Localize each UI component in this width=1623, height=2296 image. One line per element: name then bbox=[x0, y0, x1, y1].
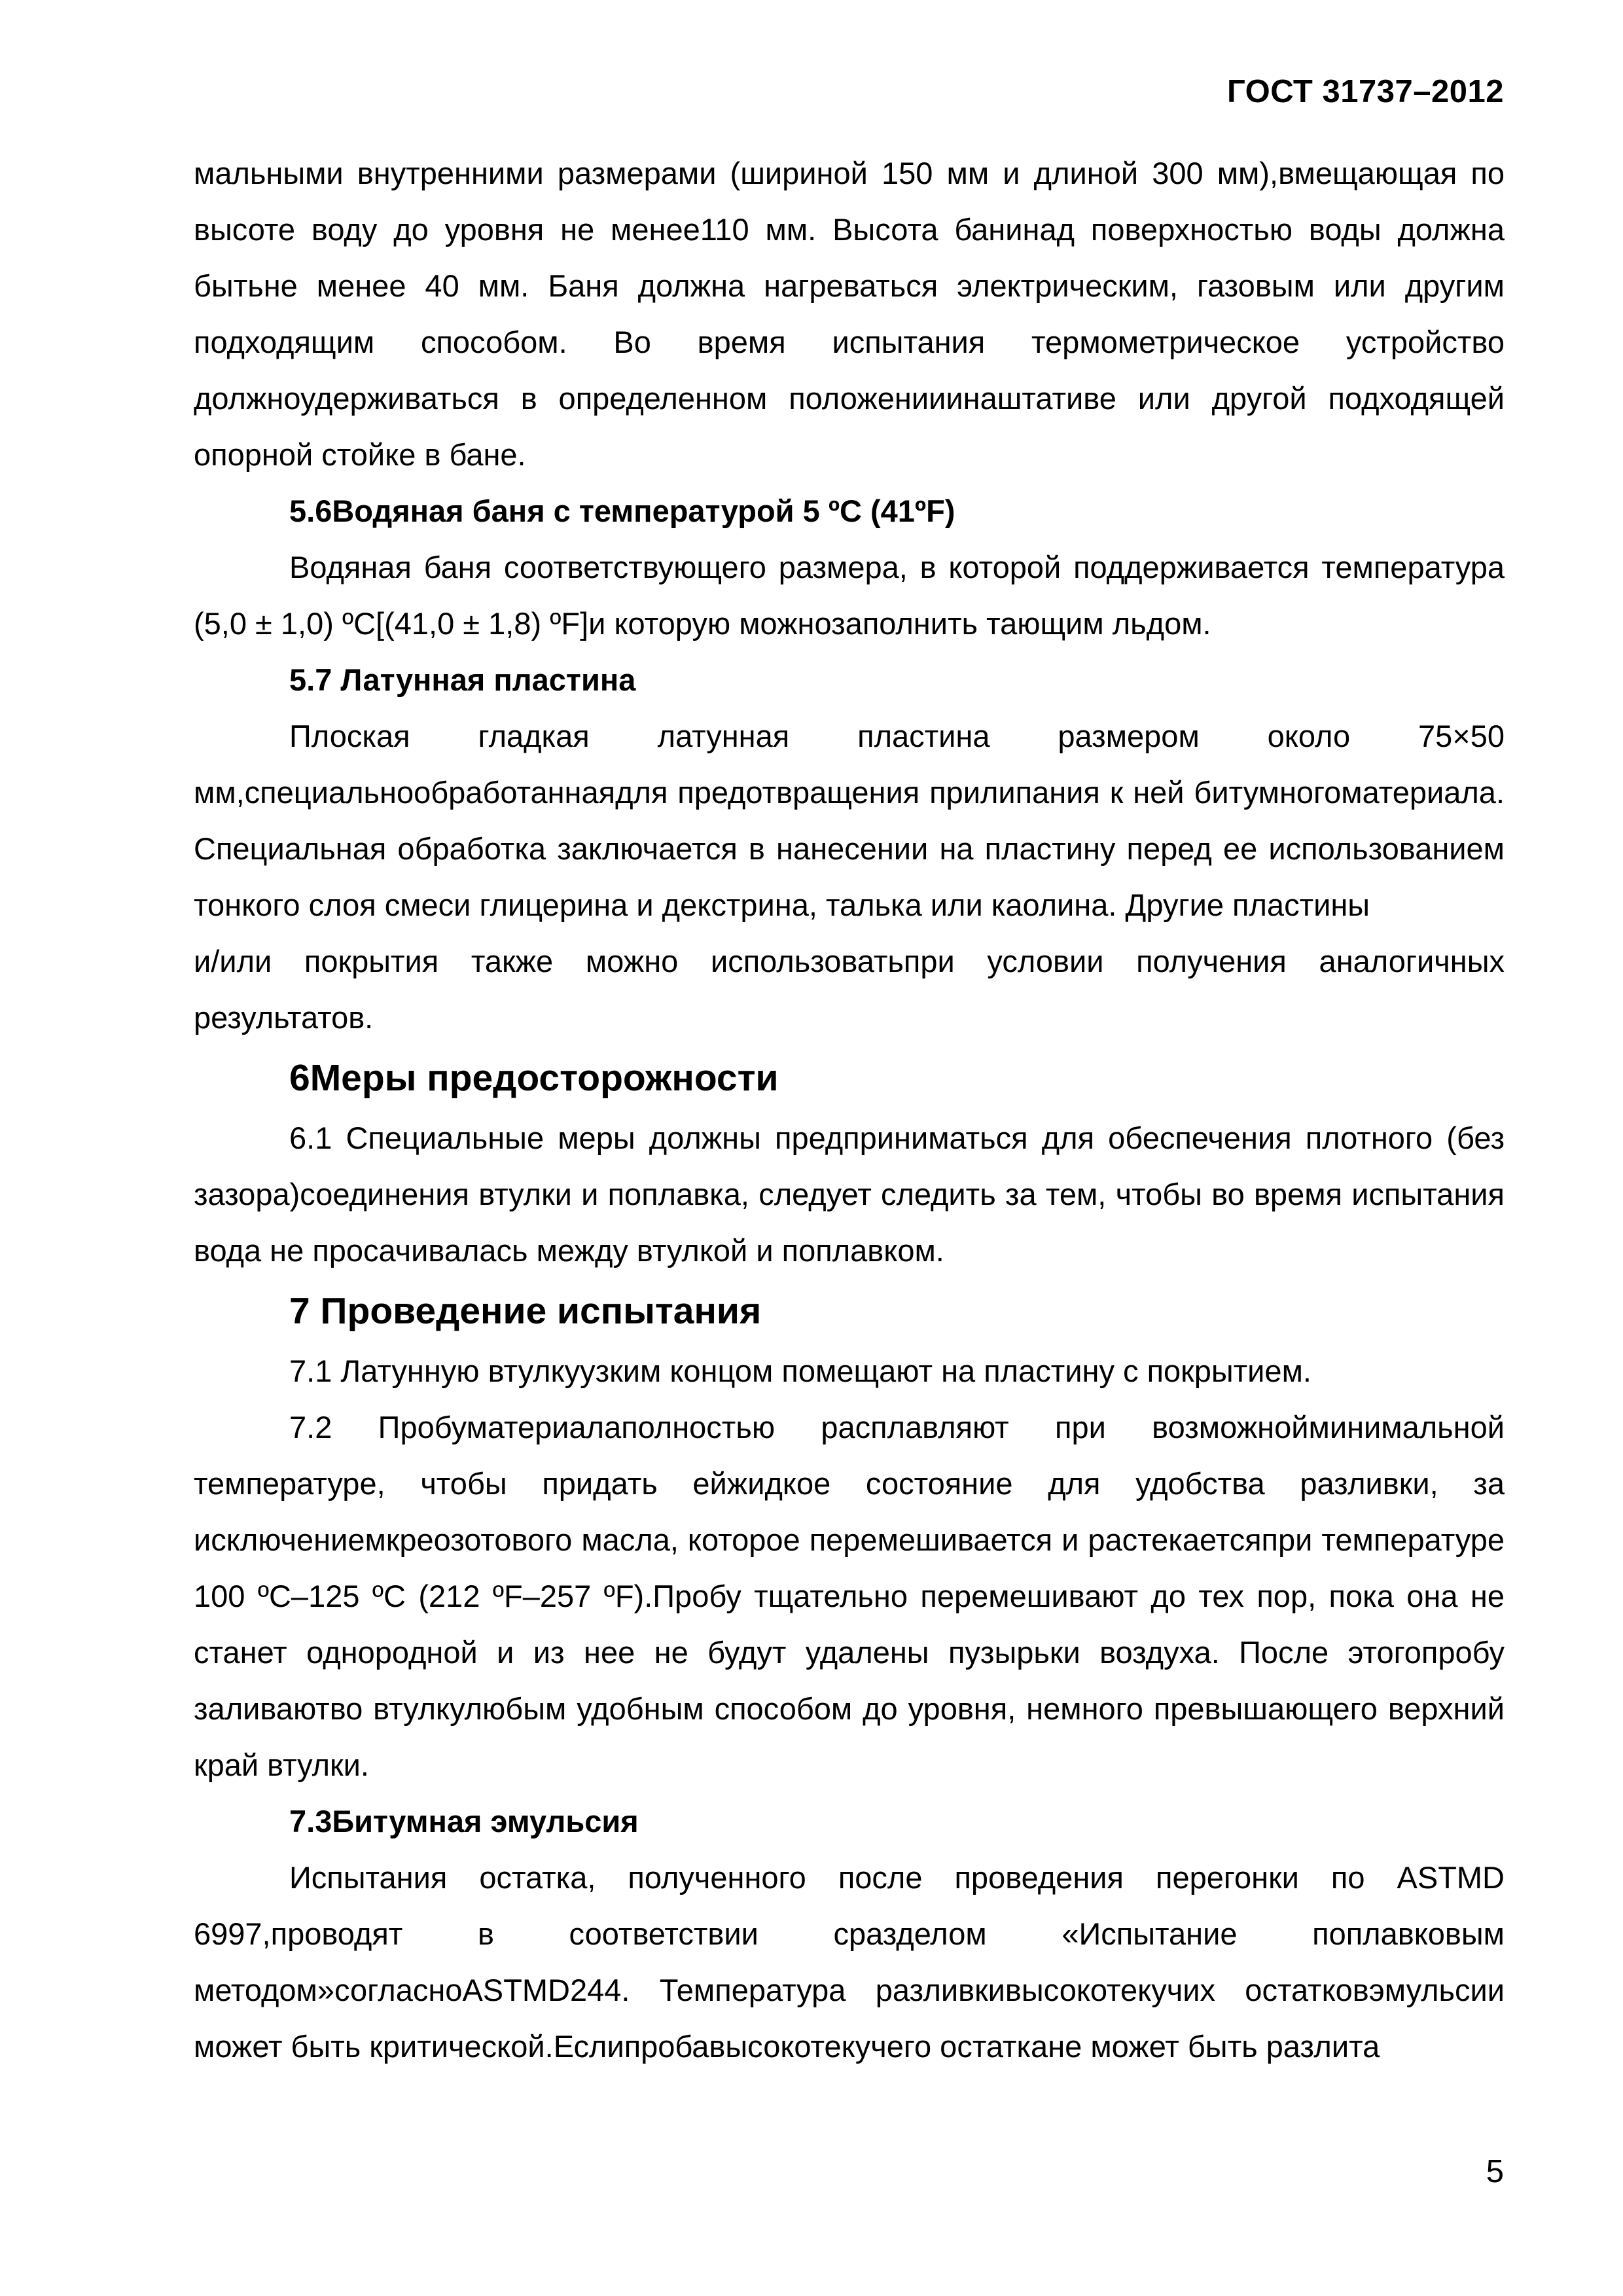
paragraph-6-1: 6.1 Специальные меры должны предприниматься для обеспечения плотного (без зазора)соединения втулки и поплавка, следует следить за тем, чтобы во время испытания вода не просачивалась между втулкой и поплавком. bbox=[194, 1121, 1505, 1268]
paragraph-7-3: Испытания остатка, полученного после проведения перегонки по ASTMD 6997,проводят в соответствии сразделом «Испытание поплавковым методом»согласноASTMD244. Температура разливкивысокотекучих остатковэмульсии может быть критической.Еслипробавысокотекучего остаткане может быть разлита bbox=[194, 1860, 1505, 2064]
paragraph-7-1: 7.1 Латунную втулкуузким концом помещают на пластину с покрытием. bbox=[289, 1354, 1311, 1388]
paragraph-bath-continuation: мальными внутренними размерами (шириной 150 мм и длиной 300 мм),вмещающая по высоте воду до уровня не менее110 мм. Высота банинад поверхностью воды должна бытьне менее 40 мм. Баня должна нагреваться электрическим, газовым или другим подходящим способом. Во время испытания термометрическое устройство должноудерживаться в определенном положенииинаштативе или другой подходящей опорной стойке в бане. bbox=[194, 156, 1505, 472]
paragraph-5-7-b: и/или покрытия также можно использоватьпри условии получения аналогичных результатов. bbox=[194, 944, 1505, 1035]
subsection-heading-5-7: 5.7 Латунная пластина bbox=[289, 662, 636, 697]
page-number: 5 bbox=[1486, 2154, 1504, 2189]
page-body bbox=[194, 145, 1505, 2075]
subsection-heading-5-6: 5.6Водяная баня с температурой 5 ºС (41ºF) bbox=[289, 493, 955, 528]
paragraph-5-7-a: Плоская гладкая латунная пластина размером около 75×50 мм,специальнообработаннаядля предотвращения прилипания к ней битумногоматериала. Специальная обработка заключается в нанесении на пластину перед ее использованием тонкого слоя смеси глицерина и декстрина, талька или каолина. Другие пластины bbox=[194, 719, 1505, 922]
paragraph-5-6: Водяная баня соответствующего размера, в которой поддерживается температура (5,0 ± 1,0) ºС[(41,0 ± 1,8) ºF]и которую можнозаполнить тающим льдом. bbox=[194, 550, 1505, 641]
section-heading-7: 7 Проведение испытания bbox=[289, 1290, 762, 1332]
paragraph-7-2: 7.2 Пробуматериалаполностью расплавляют при возможнойминимальной температуре, чтобы придать ейжидкое состояние для удобства разливки, за исключениемкреозотового масла, которое перемешивается и растекаетсяпри температуре 100 ºС–125 ºС (212 ºF–257 ºF).Пробу тщательно перемешивают до тех пор, пока она не станет однородной и из нее не будут удалены пузырьки воздуха. После этогопробу заливаютво втулкулюбым удобным способом до уровня, немного превышающего верхний край втулки. bbox=[194, 1410, 1505, 1782]
subsection-heading-7-3: 7.3Битумная эмульсия bbox=[289, 1804, 639, 1839]
document-code-header: ГОСТ 31737–2012 bbox=[1227, 74, 1504, 109]
section-heading-6: 6Меры предосторожности bbox=[289, 1057, 779, 1099]
